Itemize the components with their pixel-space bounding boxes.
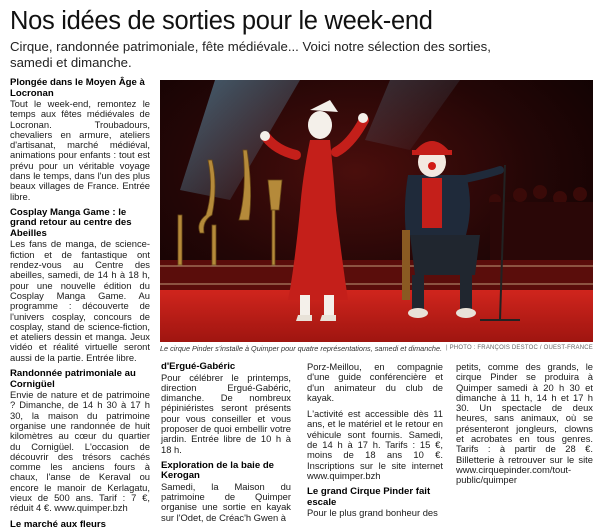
article-title-kerogan: Exploration de la baie de Kerogan xyxy=(161,459,275,482)
column-right xyxy=(456,362,593,492)
article-body-locronan: Tout le week-end, remontez le temps aux fêtes médiévales de Locronan. Troubadours, chevaliers en armure, ateliers d'artisanat, marché médiéval, animations pour enfants : tout est prévu pour un véritable voyage dans le temps, dans l'un des plus beaux villages de France. Entrée libre. xyxy=(10,98,150,202)
caption-text: Le cirque Pinder s'installe à Quimper pour quatre représentations, samedi et dimanche. xyxy=(160,344,443,353)
article-body-kerogan: Samedi, la Maison du patrimoine de Quimper organise une sortie en kayak sur l'Odet, de Créac'h Gwen à xyxy=(161,480,291,523)
column-left xyxy=(10,78,150,530)
column-middle-left xyxy=(161,362,291,529)
article-body-cirque-cont: petits, comme des grands, le cirque Pinder se produira à Quimper samedi à 20 h 30 et dimanche à 11 h, 14 h et 17 h 30. Un spectacle de deux heures, sans animaux, où se présenteront jongleurs, clowns et acrobates en tous genres. Tarifs : à partir de 28 €. Billetterie à retrouver sur le site www.cirquepinder.com/tout-public/quimper xyxy=(456,361,593,486)
article-body-ergue: Pour célébrer le printemps, direction Ergué-Gabéric, dimanche. De nombreux pépiniéristes seront présents pour vous conseiller et vous proposer de quoi embellir votre jardin. Entrée libre de 10 h à 18 h. xyxy=(161,371,291,455)
circus-photo-illustration xyxy=(160,80,593,342)
article-body-randonnee: Envie de nature et de patrimoine ? Dimanche, de 14 h 30 à 17 h 30, la maison du patrimoine organise une randonnée de huit kilomètres au cœur du quartier du Cornigüel. L'occasion de découvrir des trésors cachés comme les anciens fours à chaux, l'anse de Keraval ou encore le manoir de Kerlagatu, vieux de 500 ans. Tarif : 7 €, réduit 4 €. www.quimper.bzh xyxy=(10,389,150,514)
article-title-ergue: d'Ergué-Gabéric xyxy=(161,361,236,372)
article-body-kerogan-cont-1: Porz-Meillou, en compagnie d'une guide conférencière et d'un animateur du club de kayak. xyxy=(307,361,443,403)
photo-caption xyxy=(160,344,593,353)
lead-paragraph: Cirque, randonnée patrimoniale, fête médiévale... Voici notre sélection des sorties, samedi et dimanche. xyxy=(10,39,491,70)
photo-credit: | PHOTO : FRANÇOIS DESTOC / OUEST-FRANCE xyxy=(445,345,593,351)
article-body-cosplay: Les fans de manga, de science-fiction et de fantastique ont rendez-vous au Centre des abeilles, samedi, de 14 h à 18 h, pour une nouvelle édition du Cosplay Manga Game. Au programme : découverte de l'univers cosplay, concours de cosplay, stand de science-fiction, et ateliers dessin et manga. Jeux vidéo et réalité virtuelle seront aussi de la partie. Entrée libre. xyxy=(10,238,150,363)
article-body-cirque: Pour le plus grand bonheur des xyxy=(307,507,438,519)
column-middle-right xyxy=(307,362,443,525)
article-title-marche: Le marché aux fleurs xyxy=(10,518,106,530)
page-headline: Nos idées de sorties pour le week-end xyxy=(10,7,433,35)
article-title-locronan: Plongée dans le Moyen Âge à Locronan xyxy=(10,77,145,99)
article-title-randonnee: Randonnée patrimoniale au Cornigüel xyxy=(10,368,136,390)
article-body-kerogan-cont-2: L'activité est accessible dès 11 ans, et le matériel et le retour en véhicule sont fournis. Samedi, de 14 h à 17 h. Tarifs : 15 €, moins de 18 ans 10 €. Inscriptions sur le site internet www.quimper.bzh xyxy=(307,408,443,481)
article-title-cosplay: Cosplay Manga Game : le grand retour au centre des Abeilles xyxy=(10,206,132,239)
circus-photo xyxy=(160,80,593,342)
article-title-cirque: Le grand Cirque Pinder fait escale xyxy=(307,486,431,508)
